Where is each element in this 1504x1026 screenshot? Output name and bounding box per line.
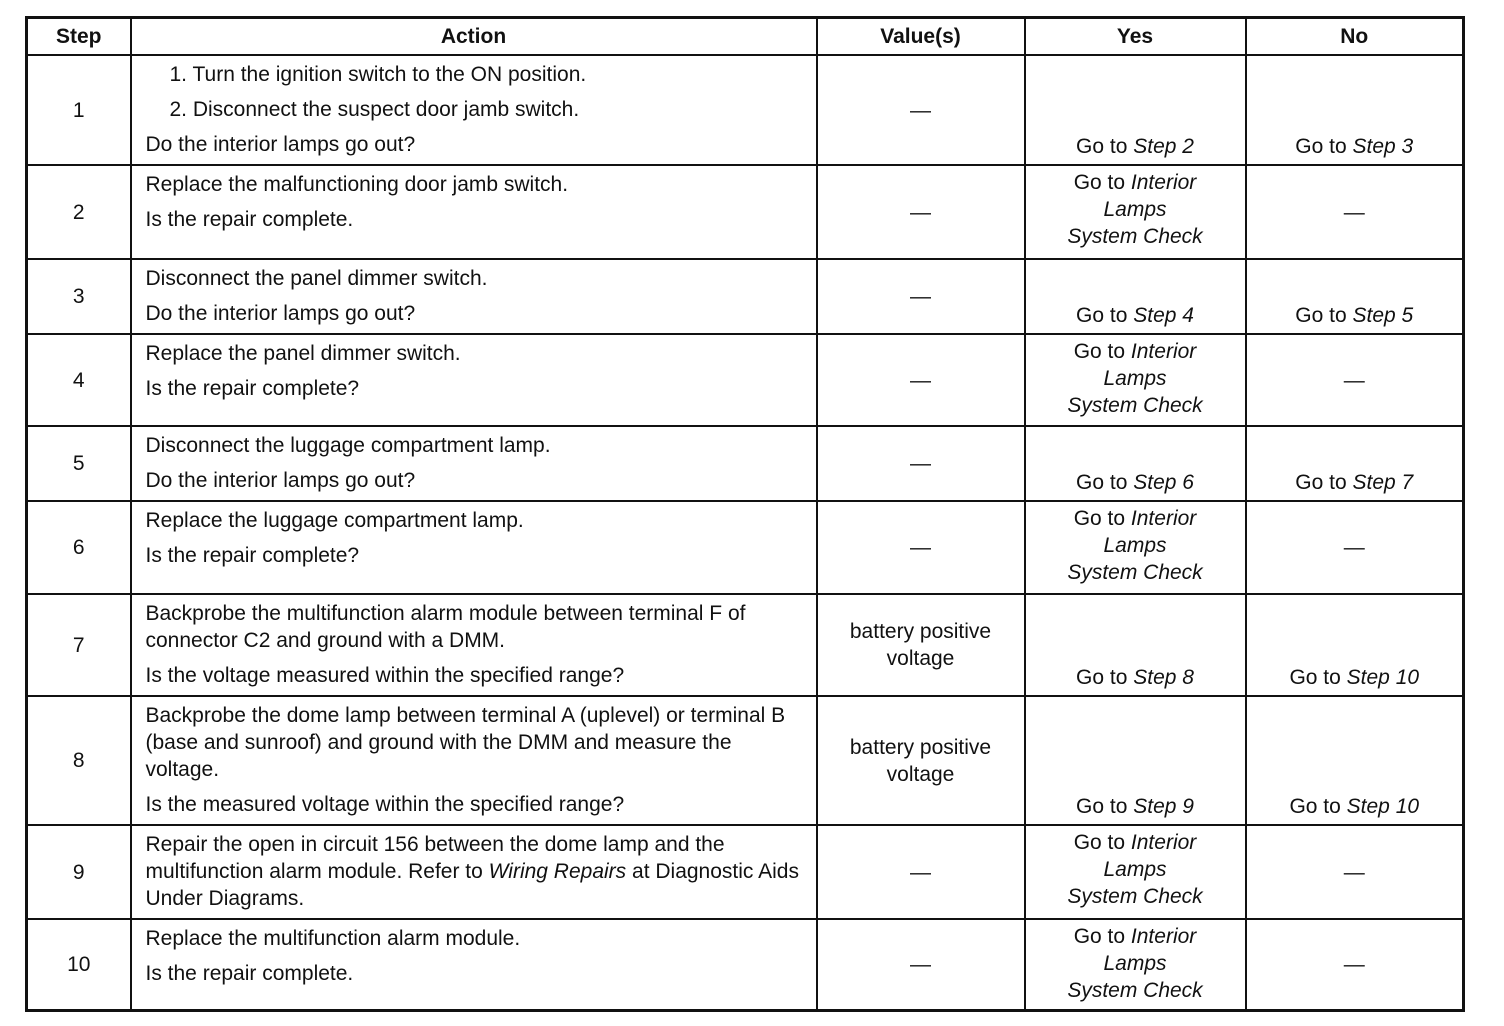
goto-target: System Check <box>1067 885 1203 908</box>
no-cell <box>1246 426 1464 501</box>
action-question: Is the voltage measured within the specified range? <box>145 664 625 687</box>
action-line: 1. Turn the ignition switch to the ON position. <box>169 63 587 86</box>
no-cell <box>1246 501 1464 594</box>
yes-goto-link[interactable] <box>1026 502 1245 586</box>
wiring-repairs-link[interactable]: Wiring Repairs <box>488 860 627 883</box>
action-line: Replace the luggage compartment lamp. <box>145 509 524 532</box>
no-cell <box>1246 259 1464 334</box>
yes-goto-link[interactable] <box>1026 826 1245 910</box>
goto-target: Interior <box>1130 925 1197 948</box>
step-number: 1 <box>27 55 131 165</box>
value-dash: — <box>910 452 931 475</box>
goto-target: Step 7 <box>1352 471 1414 494</box>
no-goto-link[interactable] <box>1247 469 1463 496</box>
no-cell <box>1246 55 1464 165</box>
value-cell: battery positive voltage <box>817 594 1025 696</box>
goto-target: Lamps <box>1103 534 1167 557</box>
step-number: 4 <box>27 334 131 426</box>
goto-text: Go to <box>1076 135 1128 158</box>
yes-goto-link[interactable] <box>1026 335 1245 419</box>
yes-goto-link[interactable] <box>1026 133 1245 160</box>
table-row <box>27 55 1464 165</box>
action-line: Disconnect the luggage compartment lamp. <box>145 434 551 457</box>
action-line: Replace the multifunction alarm module. <box>145 927 521 950</box>
action-cell <box>131 594 817 696</box>
step-number: 2 <box>27 165 131 259</box>
yes-cell <box>1025 919 1246 1010</box>
goto-target: Step 10 <box>1346 795 1420 818</box>
action-cell <box>131 696 817 825</box>
action-cell <box>131 259 817 334</box>
no-dash: — <box>1343 952 1365 976</box>
action-line: 2. Disconnect the suspect door jamb switch. <box>169 98 580 121</box>
action-cell <box>131 501 817 594</box>
table-row <box>27 165 1464 259</box>
goto-target: Lamps <box>1103 367 1167 390</box>
yes-goto-link[interactable] <box>1026 793 1245 820</box>
action-line: Replace the panel dimmer switch. <box>145 342 461 365</box>
goto-target: Step 5 <box>1352 304 1414 327</box>
value-cell <box>817 165 1025 259</box>
goto-text: Go to <box>1289 666 1341 689</box>
value-cell <box>817 259 1025 334</box>
no-goto-link[interactable] <box>1247 793 1463 820</box>
step-number: 7 <box>27 594 131 696</box>
no-dash: — <box>1343 860 1365 884</box>
goto-target: Step 9 <box>1133 795 1194 818</box>
goto-text: Go to <box>1073 831 1126 854</box>
goto-text: Go to <box>1295 135 1347 158</box>
value-cell <box>817 919 1025 1010</box>
goto-target: Interior <box>1130 340 1197 363</box>
no-cell <box>1246 165 1464 259</box>
goto-target: Step 8 <box>1133 666 1194 689</box>
yes-cell <box>1025 594 1246 696</box>
action-line: Backprobe the multifunction alarm module between terminal F of connector C2 and ground with a DMM. <box>145 602 746 652</box>
yes-cell <box>1025 55 1246 165</box>
value-cell <box>817 501 1025 594</box>
action-line: Backprobe the dome lamp between terminal A (uplevel) or terminal B (base and sunroof) and ground with the DMM and measure the voltage. <box>145 704 786 781</box>
goto-target: Step 4 <box>1133 304 1194 327</box>
no-cell <box>1246 825 1464 919</box>
no-goto-link[interactable] <box>1247 664 1463 691</box>
goto-target: Interior <box>1130 507 1197 530</box>
action-text: at Diagnostic Aids Under Diagrams. <box>145 860 799 910</box>
goto-text: Go to <box>1073 340 1126 363</box>
table-row <box>27 426 1464 501</box>
no-cell <box>1246 594 1464 696</box>
yes-goto-link[interactable] <box>1026 302 1245 329</box>
goto-target: Lamps <box>1103 198 1167 221</box>
table-row <box>27 501 1464 594</box>
value-cell: battery positive voltage <box>817 696 1025 825</box>
goto-text: Go to <box>1073 507 1126 530</box>
value-cell <box>817 426 1025 501</box>
goto-text: Go to <box>1073 171 1126 194</box>
goto-text: Go to <box>1289 795 1341 818</box>
step-number: 6 <box>27 501 131 594</box>
header-action: Action <box>131 18 817 56</box>
action-question: Is the repair complete. <box>145 962 354 985</box>
no-cell <box>1246 919 1464 1010</box>
action-cell <box>131 919 817 1010</box>
goto-text: Go to <box>1076 666 1128 689</box>
value-cell <box>817 55 1025 165</box>
action-question: Do the interior lamps go out? <box>145 469 416 492</box>
value-cell <box>817 334 1025 426</box>
goto-text: Go to <box>1073 925 1126 948</box>
yes-cell <box>1025 696 1246 825</box>
action-cell <box>131 334 817 426</box>
action-cell <box>131 165 817 259</box>
yes-goto-link[interactable] <box>1026 166 1245 250</box>
action-question: Is the measured voltage within the specified range? <box>145 793 625 816</box>
action-question: Is the repair complete? <box>145 377 360 400</box>
value-dash: — <box>910 285 931 308</box>
action-line: Disconnect the panel dimmer switch. <box>145 267 488 290</box>
yes-goto-link[interactable] <box>1026 664 1245 691</box>
goto-target: Step 2 <box>1133 135 1194 158</box>
action-cell <box>131 426 817 501</box>
table-row <box>27 696 1464 825</box>
yes-cell <box>1025 501 1246 594</box>
value-dash: — <box>910 368 931 392</box>
no-cell <box>1246 696 1464 825</box>
action-line <box>146 831 804 912</box>
diagnostic-table <box>25 16 1465 1012</box>
header-step: Step <box>27 18 131 56</box>
goto-target: Lamps <box>1103 952 1167 975</box>
step-number: 9 <box>27 825 131 919</box>
goto-target: System Check <box>1067 561 1203 584</box>
value-dash: — <box>910 860 931 884</box>
value-dash: — <box>910 98 931 122</box>
yes-cell <box>1025 165 1246 259</box>
no-goto-link[interactable] <box>1247 133 1463 160</box>
action-line: Replace the malfunctioning door jamb switch. <box>145 173 569 196</box>
goto-target: Lamps <box>1103 858 1167 881</box>
table-row <box>27 259 1464 334</box>
goto-text: Go to <box>1076 795 1128 818</box>
step-number: 10 <box>27 919 131 1010</box>
step-number: 3 <box>27 259 131 334</box>
no-dash: — <box>1343 200 1365 224</box>
action-question: Is the repair complete. <box>145 208 354 231</box>
step-number: 5 <box>27 426 131 501</box>
goto-target: Step 10 <box>1346 666 1420 689</box>
header-values: Value(s) <box>817 18 1025 56</box>
yes-cell <box>1025 426 1246 501</box>
header-no: No <box>1246 18 1464 56</box>
table-row <box>27 825 1464 919</box>
yes-cell <box>1025 259 1246 334</box>
value-dash: — <box>910 536 931 559</box>
goto-target: Interior <box>1130 171 1197 194</box>
action-question: Do the interior lamps go out? <box>145 302 416 325</box>
goto-text: Go to <box>1076 471 1128 494</box>
action-question: Do the interior lamps go out? <box>145 133 416 156</box>
step-number: 8 <box>27 696 131 825</box>
action-question: Is the repair complete? <box>145 544 360 567</box>
table-row <box>27 919 1464 1010</box>
value-dash: — <box>910 952 931 976</box>
goto-text: Go to <box>1076 304 1128 327</box>
header-yes: Yes <box>1025 18 1246 56</box>
table-row <box>27 334 1464 426</box>
table-row <box>27 594 1464 696</box>
no-goto-link[interactable] <box>1247 302 1463 329</box>
yes-goto-link[interactable] <box>1026 920 1245 1004</box>
goto-target: System Check <box>1067 979 1203 1002</box>
value-cell <box>817 825 1025 919</box>
yes-goto-link[interactable] <box>1026 469 1245 496</box>
goto-target: Step 6 <box>1133 471 1194 494</box>
no-cell <box>1246 334 1464 426</box>
yes-cell <box>1025 825 1246 919</box>
goto-target: System Check <box>1067 394 1203 417</box>
no-dash: — <box>1343 536 1365 559</box>
goto-text: Go to <box>1295 471 1347 494</box>
goto-target: Step 3 <box>1352 135 1414 158</box>
goto-target: System Check <box>1067 225 1203 248</box>
value-dash: — <box>910 200 931 224</box>
goto-target: Interior <box>1130 831 1197 854</box>
header-row <box>27 18 1464 56</box>
goto-text: Go to <box>1295 304 1347 327</box>
yes-cell <box>1025 334 1246 426</box>
action-cell <box>131 55 817 165</box>
no-dash: — <box>1343 368 1365 392</box>
action-text: Repair the open in circuit 156 between the dome lamp and the multifunction alarm module. Refer to <box>145 833 725 883</box>
action-cell <box>131 825 817 919</box>
